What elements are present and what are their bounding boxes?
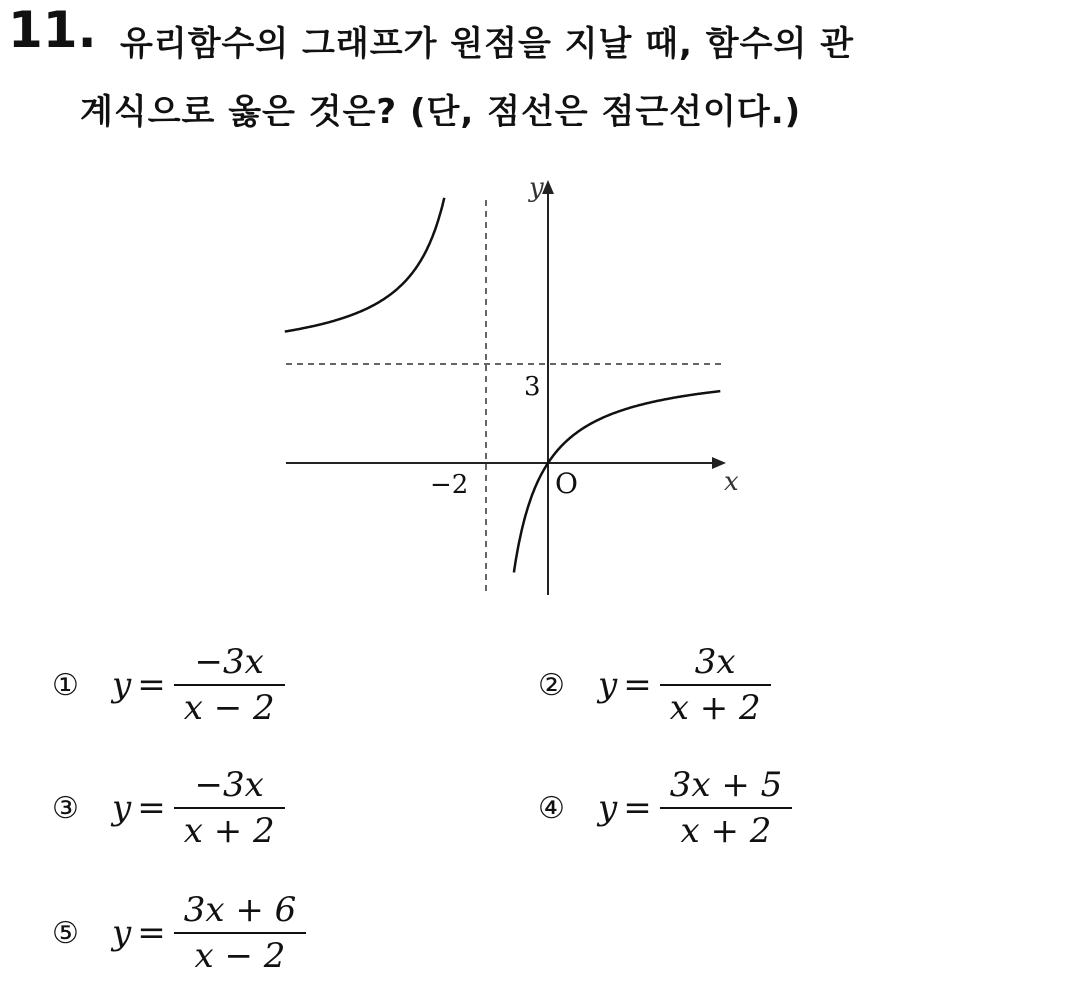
choice-lhs: y [598,788,618,828]
choice-1[interactable] [52,640,285,730]
fraction [660,763,793,853]
denominator: x − 2 [183,688,275,728]
asymptote-x-value-label: −2 [430,470,469,500]
choice-2[interactable] [538,640,771,730]
numerator: 3x [694,642,736,682]
choice-3[interactable] [52,763,285,853]
curve-right-branch [514,391,720,572]
question-number: 11. [8,1,97,59]
equals-sign: = [623,788,652,828]
choice-marker: ④ [538,790,565,826]
x-axis-label: x [724,467,739,497]
equals-sign: = [623,665,652,705]
y-axis-label: y [529,173,544,203]
question-text-line-2: 계식으로 옳은 것은? (단, 점선은 점근선이다.) [80,92,802,132]
choice-marker: ① [52,667,79,703]
choice-lhs: y [112,913,132,953]
choice-lhs: y [112,665,132,705]
equals-sign: = [137,788,166,828]
choice-4[interactable] [538,763,792,853]
equals-sign: = [137,913,166,953]
denominator: x + 2 [680,811,772,851]
numerator: −3x [194,765,264,805]
y-axis-arrow [542,180,554,194]
denominator: x − 2 [194,936,286,976]
origin-label: O [555,467,578,500]
choice-marker: ② [538,667,565,703]
denominator: x + 2 [183,811,275,851]
choice-lhs: y [598,665,618,705]
choice-marker: ⑤ [52,915,79,951]
equals-sign: = [137,665,166,705]
denominator: x + 2 [669,688,761,728]
question-text-line-1: 유리함수의 그래프가 원점을 지날 때, 함수의 관 [120,24,854,64]
choice-5[interactable] [52,888,306,978]
curve-left-branch [285,198,445,332]
numerator: 3x + 5 [669,765,783,805]
fraction [660,640,771,730]
choice-lhs: y [112,788,132,828]
numerator: −3x [194,642,264,682]
numerator: 3x + 6 [183,890,297,930]
fraction [174,888,307,978]
fraction [174,640,285,730]
fraction [174,763,285,853]
asymptote-y-value-label: 3 [524,372,541,402]
choice-marker: ③ [52,790,79,826]
